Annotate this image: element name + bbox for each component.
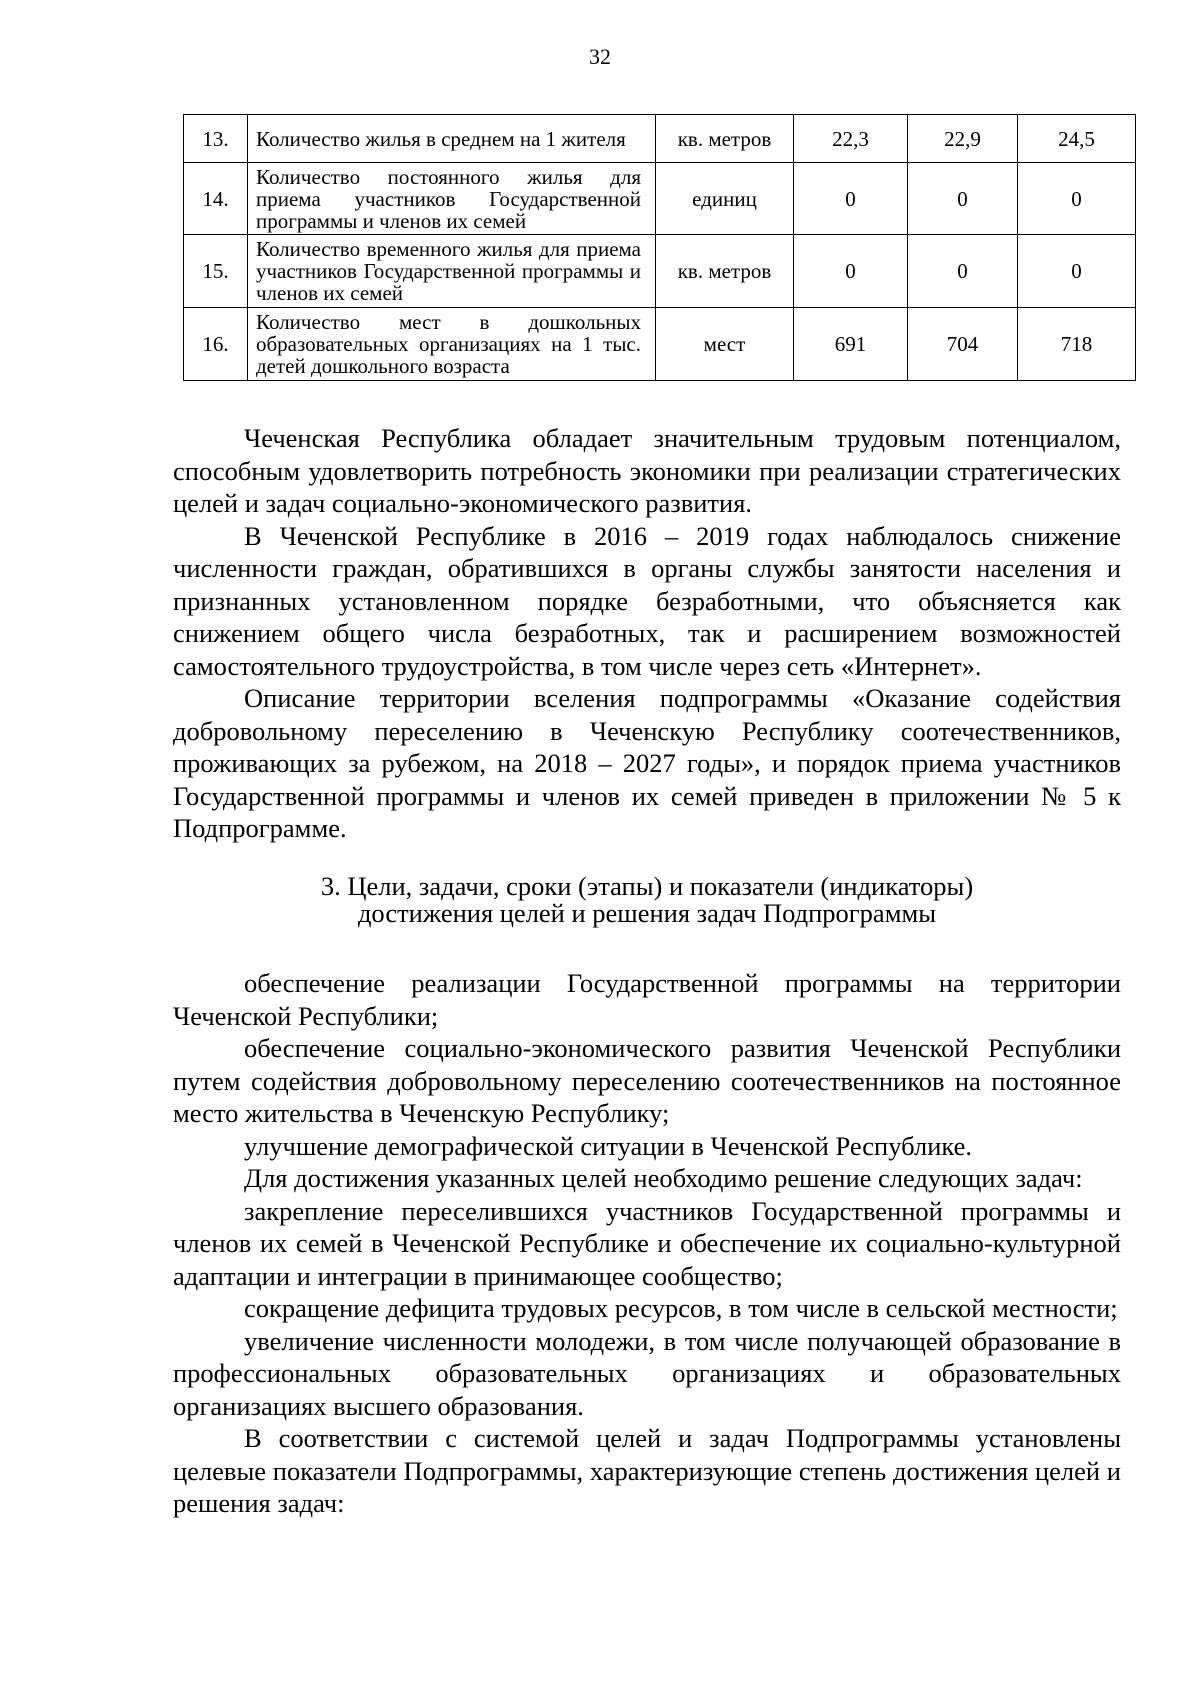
row-number: 13. — [184, 115, 248, 163]
table-row — [184, 115, 1136, 163]
paragraph: увеличение численности молодежи, в том числе получающей образование в профессиональных образовательных организациях и образовательных организациях высшего образования. — [173, 1325, 1121, 1421]
value-cell: 0 — [794, 163, 908, 235]
value-cell: 22,9 — [908, 115, 1018, 163]
section-heading — [173, 873, 1121, 927]
paragraph: сокращение дефицита трудовых ресурсов, в том числе в сельской местности; — [244, 1293, 1118, 1323]
paragraph: Для достижения указанных целей необходимо решение следующих задач: — [244, 1163, 1083, 1193]
unit-cell: кв. метров — [656, 115, 794, 163]
paragraph: В соответствии с системой целей и задач Подпрограммы установлены целевые показатели Подпрограммы, характеризующие степень достижения целей и решения задач: — [173, 1423, 1121, 1518]
section-heading-line: 3. Цели, задачи, сроки (этапы) и показатели (индикаторы) — [320, 871, 974, 901]
value-cell: 704 — [908, 308, 1018, 381]
section-heading-line: достижения целей и решения задач Подпрограммы — [357, 898, 937, 928]
paragraph: Чеченская Республика обладает значительным трудовым потенциалом, способным удовлетворить потребность экономики при реализации стратегических целей и задач социально-экономического развития. — [173, 423, 1121, 518]
unit-cell: кв. метров — [656, 235, 794, 308]
unit-cell: единиц — [656, 163, 794, 235]
table-row — [184, 235, 1136, 308]
value-cell: 0 — [1018, 235, 1136, 308]
paragraph: Описание территории вселения подпрограммы «Оказание содействия добровольному переселению в Чеченскую Республику соотечественников, проживающих за рубежом, на 2018 – 2027 годы», и порядок приема участников Государственной программы и членов их семей приведен в приложении № 5 к Подпрограмме. — [173, 683, 1121, 843]
value-cell: 22,3 — [794, 115, 908, 163]
paragraph: обеспечение социально-экономического развития Чеченской Республики путем содействия добровольному переселению соотечественников на постоянное место жительства в Чеченскую Республику; — [173, 1033, 1121, 1128]
indicators-table — [183, 114, 1136, 381]
value-cell: 24,5 — [1018, 115, 1136, 163]
page-number: 32 — [589, 44, 611, 69]
paragraph: улучшение демографической ситуации в Чеченской Республике. — [244, 1130, 972, 1161]
value-cell: 0 — [908, 235, 1018, 308]
table-row — [184, 308, 1136, 381]
row-number: 16. — [184, 308, 248, 381]
paragraph: В Чеченской Республике в 2016 – 2019 годах наблюдалось снижение численности граждан, обратившихся в органы службы занятости населения и признанных установленном порядке безработными, что объясняется как снижением общего числа безработных, так и расширением возможностей самостоятельного трудоустройства, в том числе через сеть «Интернет». — [173, 520, 1121, 681]
indicator-name: Количество жилья в среднем на 1 жителя — [248, 115, 656, 163]
paragraph: обеспечение реализации Государственной программы на территории Чеченской Республики; — [173, 968, 1121, 1031]
unit-cell: мест — [656, 308, 794, 381]
indicator-name: Количество временного жилья для приема участников Государственной программы и членов их семей — [248, 235, 656, 308]
row-number: 15. — [184, 235, 248, 308]
value-cell: 691 — [794, 308, 908, 381]
indicator-name: Количество мест в дошкольных образовательных организациях на 1 тыс. детей дошкольного возраста — [248, 308, 656, 381]
table-row — [184, 163, 1136, 235]
row-number: 14. — [184, 163, 248, 235]
intro-text-block — [173, 422, 1121, 845]
paragraph: закрепление переселившихся участников Государственной программы и членов их семей в Чеченской Республике и обеспечение их социально-культурной адаптации и интеграции в принимающее сообщество; — [173, 1195, 1121, 1291]
value-cell: 0 — [908, 163, 1018, 235]
value-cell: 0 — [1018, 163, 1136, 235]
value-cell: 718 — [1018, 308, 1136, 381]
indicator-name: Количество постоянного жилья для приема участников Государственной программы и членов их семей — [248, 163, 656, 235]
value-cell: 0 — [794, 235, 908, 308]
goals-text-block — [173, 967, 1121, 1520]
